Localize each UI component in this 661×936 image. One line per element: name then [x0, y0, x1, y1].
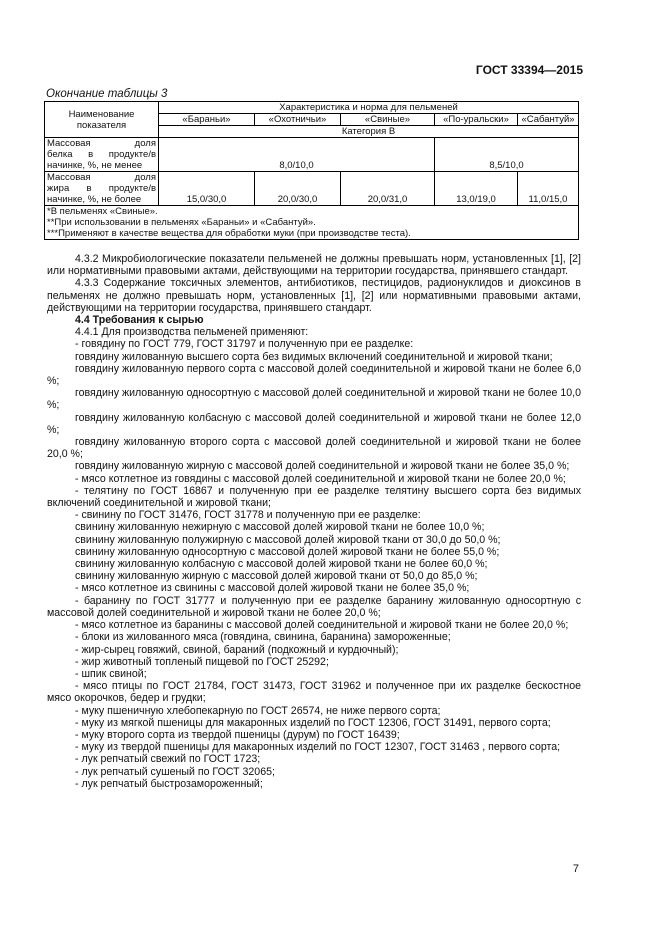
group-header: Характеристика и норма для пельменей: [159, 102, 579, 114]
list-item: - муку второго сорта из твердой пшеницы (дурум) по ГОСТ 16439;: [75, 728, 400, 741]
list-item: говядину жилованную односортную с массовой долей соединительной и жировой ткани не более 10,0 %;: [47, 387, 581, 412]
product-header: «Охотничьи»: [255, 114, 341, 126]
table-cell: 8,5/10,0: [435, 138, 579, 172]
product-header: «Сабантуй»: [518, 114, 579, 126]
product-header: «Свиные»: [341, 114, 435, 126]
list-item: - шпик свиной;: [75, 667, 147, 680]
paragraph: 4.4.1 Для производства пельменей применяют:: [75, 326, 309, 339]
row-label: Массовая доля белка в продукте/в начинке, %, не менее: [45, 138, 159, 172]
list-item: - лук репчатый сушеный по ГОСТ 32065;: [75, 765, 275, 778]
characteristics-table: [44, 101, 579, 240]
list-item: говядину жилованную колбасную с массовой долей соединительной и жировой ткани не более 12,0 %;: [47, 411, 581, 436]
standard-number: ГОСТ 33394—2015: [475, 63, 583, 77]
list-item: - мясо котлетное из свинины с массовой долей жировой ткани не более 35,0 %;: [75, 582, 470, 595]
page-number: 7: [572, 863, 579, 875]
column-header-name: Наименование показателя: [45, 102, 159, 138]
note-row: [45, 206, 579, 218]
list-item: - муку пшеничную хлебопекарную по ГОСТ 26574, не ниже первого сорта;: [75, 704, 441, 717]
list-item: - жир-сырец говяжий, свиной, бараний (подкожный и курдючный);: [75, 643, 399, 656]
product-header: «Бараньи»: [159, 114, 255, 126]
list-item: говядину жилованную высшего сорта без видимых включений соединительной и жировой ткани;: [75, 350, 553, 363]
product-header: «По-уральски»: [435, 114, 518, 126]
section-heading: 4.4 Требования к сырью: [75, 314, 204, 327]
list-item: - мясо птицы по ГОСТ 21784, ГОСТ 31473, ГОСТ 31962 и полученное при их разделке бескостное мясо окорочков, бедер и грудки;: [47, 680, 581, 705]
table-note: ***Применяют в качестве вещества для обработки муки (при производстве теста).: [45, 228, 579, 240]
row-label: Массовая доля жира в продукте/в начинке, %, не более: [45, 172, 159, 206]
list-item: свинину жилованную жирную с массовой долей жировой ткани от 50,0 до 85,0 %;: [75, 570, 478, 583]
table-cell: 13,0/19,0: [435, 172, 518, 206]
list-item: - блоки из жилованного мяса (говядина, свинина, баранина) замороженные;: [75, 631, 451, 644]
table-cell: 20,0/30,0: [255, 172, 341, 206]
list-item: - муку из мягкой пшеницы для макаронных изделий по ГОСТ 12306, ГОСТ 31491, первого сорта;: [75, 716, 551, 729]
list-item: говядину жилованную второго сорта с массовой долей соединительной и жировой ткани не более 20,0 %;: [47, 436, 581, 461]
paragraph: 4.3.2 Микробиологические показатели пельменей не должны превышать норм, установленных [1], [2] или нормативными правовыми актами, действующими на территории государства, принявшего стандарт.: [47, 253, 581, 278]
table-cell: 8,0/10,0: [159, 138, 435, 172]
list-item: - муку из твердой пшеницы для макаронных изделий по ГОСТ 12307, ГОСТ 31463 , первого сорта;: [75, 741, 561, 754]
list-item: - лук репчатый быстрозамороженный;: [75, 777, 263, 790]
category-label: Категория В: [159, 126, 579, 138]
list-item: - лук репчатый свежий по ГОСТ 1723;: [75, 753, 261, 766]
table-header-row: [45, 102, 579, 114]
list-item: свинину жилованную нежирную с массовой долей жировой ткани не более 10,0 %;: [75, 521, 485, 534]
list-item: - телятину по ГОСТ 16867 и полученную при ее разделке телятину высшего сорта без видимых включений соединительной и жировой ткани;: [47, 484, 581, 510]
list-item: - свинину по ГОСТ 31476, ГОСТ 31778 и полученную при ее разделке:: [75, 509, 421, 522]
table-row: [45, 172, 579, 206]
note-row: [45, 217, 579, 228]
list-item: говядину жилованную жирную с массовой долей соединительной и жировой ткани не более 35,0 %;: [75, 460, 570, 473]
paragraph: 4.3.3 Содержание токсичных элементов, антибиотиков, пестицидов, радионуклидов и диоксинов в пельменях не должно превышать норм, установленных [1], [2] или нормативными правовыми актами, действующими на территории государства, принявшего стандарт.: [47, 277, 581, 314]
table-row: [45, 138, 579, 172]
table-cell: 11,0/15,0: [518, 172, 579, 206]
list-item: - баранину по ГОСТ 31777 и полученную при ее разделке баранину жилованную односортную с массовой долей соединительной и жировой ткани не более 20,0 %;: [47, 594, 581, 619]
list-item: - мясо котлетное из говядины с массовой долей соединительной и жировой ткани не более 20,0 %;: [75, 472, 566, 485]
table-note: *В пельменях «Свиные».: [45, 206, 579, 218]
table-cell: 20,0/31,0: [341, 172, 435, 206]
table-caption: Окончание таблицы 3: [46, 88, 168, 100]
table-cell: 15,0/30,0: [159, 172, 255, 206]
table-note: **При использовании в пельменях «Бараньи» и «Сабантуй».: [45, 217, 579, 228]
list-item: - говядину по ГОСТ 779, ГОСТ 31797 и полученную при ее разделке:: [75, 338, 414, 351]
list-item: свинину жилованную полужирную с массовой долей жировой ткани от 30,0 до 50,0 %;: [75, 533, 501, 546]
list-item: говядину жилованную первого сорта с массовой долей соединительной и жировой ткани не более 6,0 %;: [47, 362, 581, 388]
list-item: - жир животный топленый пищевой по ГОСТ 25292;: [75, 655, 329, 668]
list-item: свинину жилованную колбасную с массовой долей жировой ткани не более 60,0 %;: [75, 558, 488, 571]
list-item: - мясо котлетное из баранины с массовой долей соединительной и жировой ткани не более 20,0 %;: [75, 619, 569, 632]
note-row: [45, 228, 579, 240]
list-item: свинину жилованную односортную с массовой долей жировой ткани не более 55,0 %;: [75, 545, 500, 558]
body-text: [47, 253, 581, 790]
